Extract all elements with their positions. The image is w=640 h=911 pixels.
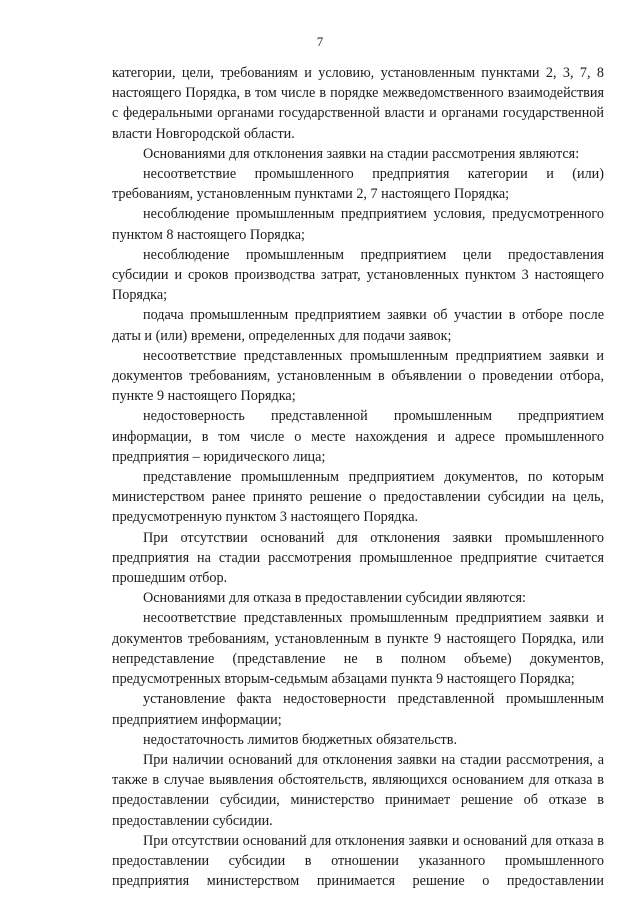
paragraph-rejection-ground-3: несоблюдение промышленным предприятием цели предоставления субсидии и сроков производства затрат, установленных пунктом 3 настоящего Порядка; — [112, 246, 604, 304]
page-number: 7 — [316, 34, 324, 49]
paragraph-rejection-ground-7: представление промышленным предприятием документов, по которым министерством ранее принято решение о предоставлении субсидии на цель, предусмотренную пунктом 3 настоящего Порядка. — [112, 469, 604, 526]
paragraph-rejection-grounds-intro: Основаниями для отклонения заявки на стадии рассмотрения являются: — [143, 145, 580, 162]
paragraph-grant-decision: При отсутствии оснований для отклонения заявки и оснований для отказа в предоставлении субсидии в отношении указанного промышленного предприятия министерством принимается решение о предоставлении — [112, 832, 604, 890]
paragraph-rejection-ground-5: несоответствие представленных промышленным предприятием заявки и документов требованиям, установленным в объявлении о проведении отбора, пункте 9 настоящего Порядка; — [112, 347, 604, 405]
paragraph-refusal-ground-1: несоответствие представленных промышленным предприятием заявки и документов требованиям, установленным в пункте 9 настоящего Порядка, или непредставление (представление не в полном объеме) документов, предусмотренных вторым-седьмым абзацами пункта 9 настоящего Порядка; — [112, 610, 604, 688]
paragraph-refusal-decision: При наличии оснований для отклонения заявки на стадии рассмотрения, а также в случае выявления обстоятельств, являющихся основанием для отказа в предоставлении субсидии, министерство принимает решение об отказе в предоставлении субсидии. — [112, 751, 604, 829]
paragraph-continuation: категории, цели, требованиям и условию, установленным пунктами 2, 3, 7, 8 настоящего Порядка, в том числе в порядке межведомственного взаимодействия с федеральными органами государственной власти и органами государственной власти Новгородской области. — [112, 65, 604, 142]
paragraph-rejection-ground-2: несоблюдение промышленным предприятием условия, предусмотренного пунктом 8 настоящего Порядка; — [112, 206, 604, 243]
paragraph-rejection-ground-4: подача промышленным предприятием заявки об участии в отборе после даты и (или) времени, определенных для подачи заявок; — [112, 307, 604, 344]
paragraph-passed-selection: При отсутствии оснований для отклонения заявки промышленного предприятия на стадии рассмотрения промышленное предприятие считается прошедшим отбор. — [112, 529, 604, 587]
document-body — [112, 63, 604, 891]
paragraph-refusal-grounds-intro: Основаниями для отказа в предоставлении субсидии являются: — [143, 590, 526, 607]
paragraph-refusal-ground-3: недостаточность лимитов бюджетных обязательств. — [143, 731, 457, 748]
paragraph-rejection-ground-1: несоответствие промышленного предприятия категории и (или) требованиям, установленным пунктами 2, 7 настоящего Порядка; — [112, 166, 604, 203]
paragraph-refusal-ground-2: установление факта недостоверности представленной промышленным предприятием информации; — [112, 691, 604, 728]
paragraph-rejection-ground-6: недостоверность представленной промышленным предприятием информации, в том числе о месте нахождения и адресе промышленного предприятия – юридического лица; — [112, 408, 604, 465]
